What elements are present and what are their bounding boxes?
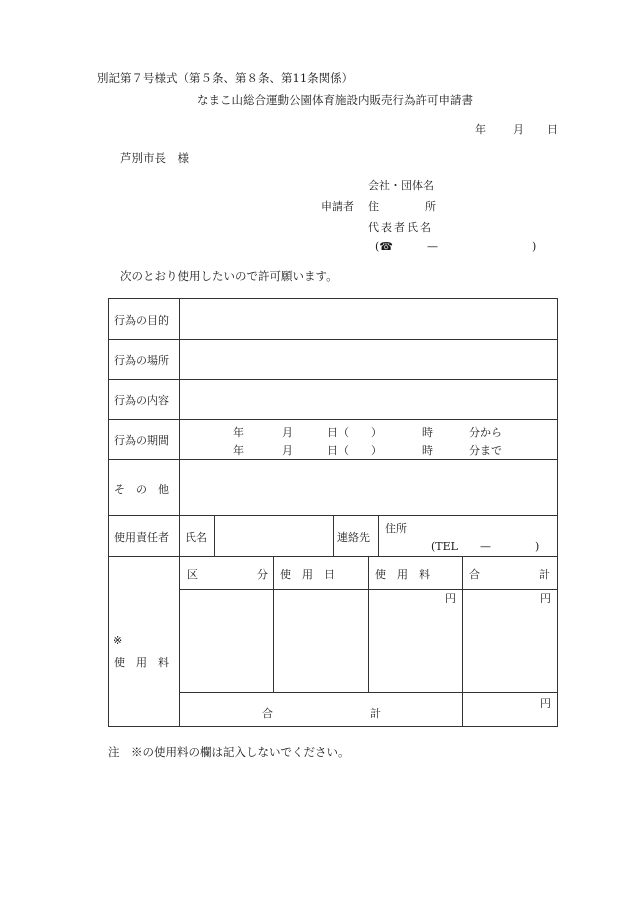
fee-label: 使 用 料 bbox=[114, 656, 169, 669]
name-label: 氏名 bbox=[185, 531, 207, 544]
company-name-label: 会社・団体名 bbox=[368, 179, 434, 192]
period-from-month: 月 bbox=[282, 426, 293, 439]
representative-name-label: 代表者氏名 bbox=[368, 221, 433, 234]
other-label: そ の 他 bbox=[114, 483, 169, 496]
contact-label: 連絡先 bbox=[337, 531, 370, 544]
col-total-b: 計 bbox=[539, 568, 550, 581]
fee-yen-unit: 円 bbox=[445, 592, 456, 605]
purpose-field[interactable] bbox=[181, 300, 556, 338]
document-title: なまこ山総合運動公園体育施設内販売行為許可申請書 bbox=[197, 93, 473, 107]
period-label: 行為の期間 bbox=[114, 434, 169, 447]
grand-total-label-b: 計 bbox=[370, 707, 381, 720]
col-kubun-a: 区 bbox=[187, 568, 198, 581]
period-from-suffix: 分から bbox=[469, 426, 502, 439]
col-usage-date: 使 用 日 bbox=[280, 568, 335, 581]
period-to-hour: 時 bbox=[422, 444, 433, 457]
responsible-label: 使用責任者 bbox=[114, 531, 169, 544]
content-field[interactable] bbox=[181, 381, 556, 418]
place-label: 行為の場所 bbox=[114, 354, 169, 367]
applicant-label: 申請者 bbox=[321, 200, 354, 213]
applicant-address-label-b: 所 bbox=[425, 200, 436, 213]
phone-dash: — bbox=[427, 240, 438, 253]
form-number: 別記第７号様式（第５条、第８条、第11条関係） bbox=[97, 71, 354, 85]
col-total-a: 合 bbox=[469, 568, 480, 581]
grand-total-label-a: 合 bbox=[262, 707, 273, 720]
period-to-day: 日（ ） bbox=[327, 444, 382, 457]
address-label: 住所 bbox=[385, 522, 407, 535]
fee-mark: ※ bbox=[113, 634, 123, 647]
col-kubun-b: 分 bbox=[257, 568, 268, 581]
period-to-month: 月 bbox=[282, 444, 293, 457]
phone-close: ) bbox=[532, 240, 537, 253]
period-to-suffix: 分まで bbox=[469, 444, 502, 457]
date-year-label: 年 bbox=[475, 123, 486, 136]
grand-total-yen-unit: 円 bbox=[540, 697, 551, 710]
tel-label: (TEL — ) bbox=[431, 540, 540, 553]
date-month-label: 月 bbox=[513, 123, 524, 136]
footnote: 注 ※の使用料の欄は記入しないでください。 bbox=[108, 745, 350, 759]
purpose-label: 行為の目的 bbox=[114, 314, 169, 327]
date-day-label: 日 bbox=[547, 123, 558, 136]
name-field[interactable] bbox=[216, 517, 332, 554]
period-from-day: 日（ ） bbox=[327, 426, 382, 439]
request-text: 次のとおり使用したいので許可願います。 bbox=[120, 269, 338, 283]
addressee: 芦別市長 様 bbox=[120, 151, 189, 165]
period-from-year: 年 bbox=[233, 426, 244, 439]
period-from-hour: 時 bbox=[422, 426, 433, 439]
content-label: 行為の内容 bbox=[114, 394, 169, 407]
total-yen-unit: 円 bbox=[540, 592, 551, 605]
phone-icon: (☎ bbox=[375, 240, 393, 253]
place-field[interactable] bbox=[181, 341, 556, 378]
period-to-year: 年 bbox=[233, 444, 244, 457]
applicant-address-label-a: 住 bbox=[368, 200, 379, 213]
col-usage-fee: 使 用 料 bbox=[375, 568, 430, 581]
other-field[interactable] bbox=[181, 461, 556, 514]
